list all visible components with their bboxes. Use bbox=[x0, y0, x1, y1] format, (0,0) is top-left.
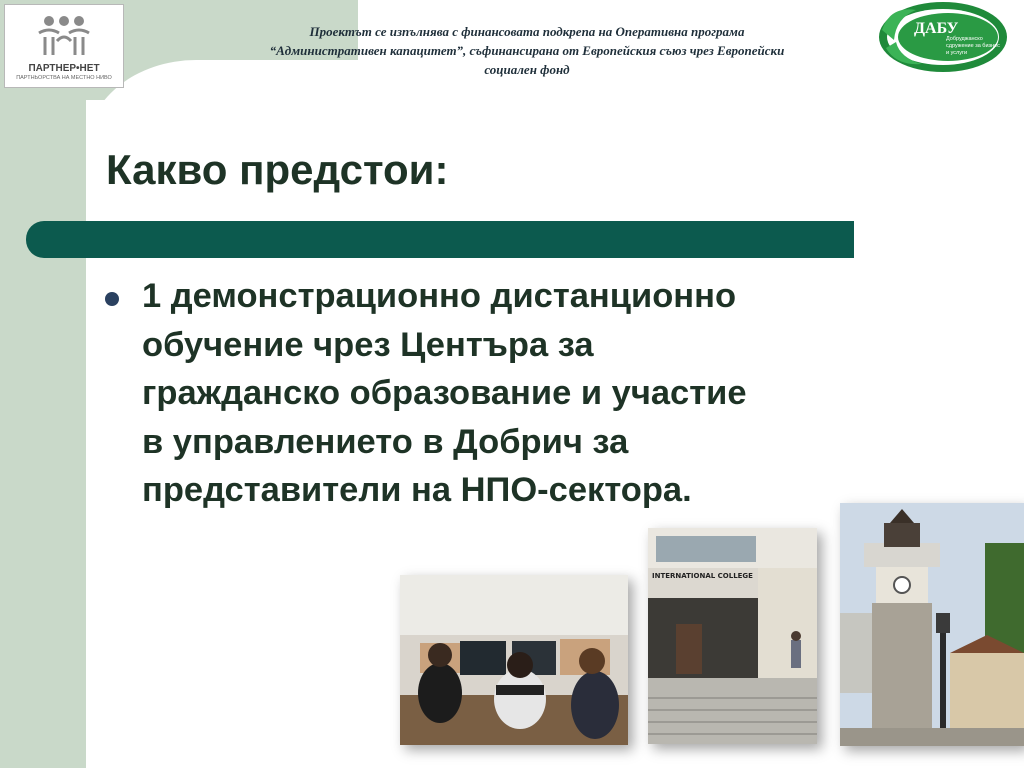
people-partnership-icon bbox=[35, 15, 93, 59]
header-line-3: социален фонд bbox=[484, 62, 570, 77]
background-panel-left bbox=[0, 0, 86, 768]
funding-header bbox=[168, 22, 886, 79]
dabu-subtitle: Добруджанско сдружение за бизнес и услуги bbox=[946, 36, 1000, 56]
partner-net-subtitle: ПАРТНЬОРСТВА НА МЕСТНО НИВО bbox=[16, 75, 112, 81]
bullet-marker bbox=[105, 292, 119, 306]
college-sign-text: INTERNATIONAL COLLEGE bbox=[652, 572, 753, 580]
slide-title: Какво предстои: bbox=[106, 146, 449, 193]
dabu-name: ДАБУ bbox=[914, 20, 959, 37]
partner-net-logo bbox=[4, 4, 124, 88]
dabu-logo bbox=[876, 0, 1010, 74]
clock-tower-photo bbox=[840, 503, 1024, 746]
header-line-2: “Административен капацитет”, съфинансирана от Европейския съюз чрез Европейски bbox=[269, 43, 785, 58]
header-line-1: Проектът се изпълнява с финансовата подкрепа на Оперативна програма bbox=[309, 24, 745, 39]
computer-lab-photo bbox=[400, 575, 628, 745]
partner-net-name: ПАРТНЕР•НЕТ bbox=[28, 63, 100, 74]
title-underline-bar bbox=[26, 221, 854, 258]
international-college-photo bbox=[648, 528, 817, 744]
bullet-text: 1 демонстрационно дистанционно обучение чрез Центъра за гражданско образование и участие в управлението в Добрич за представители на НПО-сектора. bbox=[142, 277, 747, 509]
